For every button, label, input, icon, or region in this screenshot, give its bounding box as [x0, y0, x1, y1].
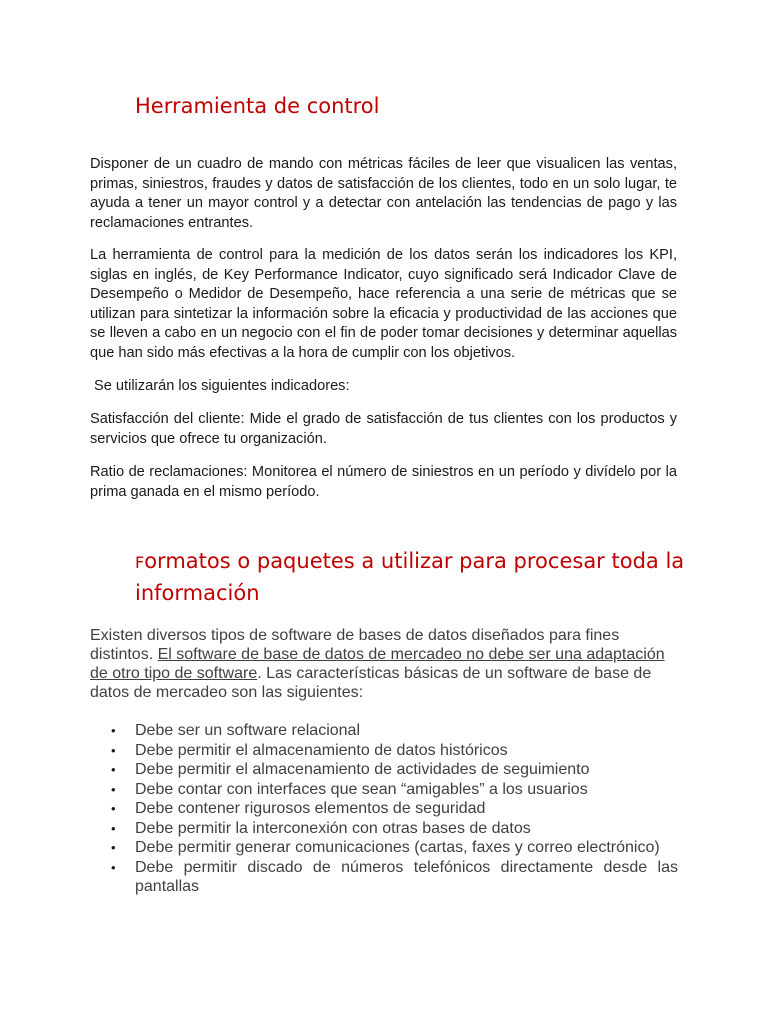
- paragraph-software-intro: [90, 626, 678, 702]
- paragraph-ratio-reclamaciones: Ratio de reclamaciones: Monitorea el número de siniestros en un período y divídelo por la prima ganada en el mismo período.: [90, 464, 677, 500]
- list-item-text: Debe permitir generar comunicaciones (cartas, faxes y correo electrónico): [135, 839, 660, 856]
- heading-rest: ormatos o paquetes a utilizar para procesar toda la información: [135, 549, 685, 605]
- intro-text-after-link: . Las características básicas de un software de base de datos de mercadeo son las siguientes:: [90, 665, 652, 701]
- paragraph-indicadores-intro: Se utilizarán los siguientes indicadores:: [94, 378, 350, 394]
- list-item: [90, 741, 678, 761]
- list-item: [90, 838, 678, 858]
- bullet-icon: •: [111, 859, 116, 875]
- intro-text-before-link: Existen diversos tipos de software de bases de datos diseñados para fines distintos.: [90, 627, 620, 663]
- list-item-text: Debe permitir el almacenamiento de actividades de seguimiento: [135, 761, 590, 778]
- list-item-text: Debe contar con interfaces que sean “amigables” a los usuarios: [135, 780, 588, 798]
- list-item: [90, 721, 678, 741]
- section-heading-herramienta: Herramienta de control: [135, 94, 380, 118]
- bullet-icon: •: [111, 801, 116, 816]
- bullet-icon: •: [111, 742, 116, 758]
- list-item-text: Debe ser un software relacional: [135, 722, 361, 739]
- section-heading-formatos: [135, 546, 695, 609]
- list-item: [90, 799, 678, 819]
- paragraph-satisfaccion: Satisfacción del cliente: Mide el grado de satisfacción de tus clientes con los productos y servicios que ofrece tu organización.: [90, 411, 677, 447]
- bullet-icon: •: [111, 820, 116, 836]
- list-item: [90, 858, 678, 897]
- list-item: [90, 780, 678, 800]
- list-item: [90, 760, 678, 780]
- list-item: [90, 819, 678, 839]
- software-link[interactable]: El software de base de datos de mercadeo no debe ser una adaptación de otro tipo de software: [90, 646, 665, 682]
- paragraph-kpi: La herramienta de control para la medición de los datos serán los indicadores los KPI, siglas en inglés, de Key Performance Indicator, cuyo significado será Indicador Clave de Desempeño o Medidor de Desempeño, hace referencia a una serie de métricas que se utilizan para sintetizar la información sobre la eficacia y productividad de las acciones que se lleven a cabo en un negocio con el fin de poder tomar decisiones y determinar aquellas que han sido más efectivas a la hora de cumplir con los objetivos.: [90, 247, 677, 361]
- bullet-icon: •: [111, 723, 116, 738]
- list-item-text: Debe permitir la interconexión con otras bases de datos: [135, 819, 531, 837]
- features-bullet-list: [90, 721, 678, 897]
- bullet-icon: •: [111, 840, 116, 855]
- list-item-text: Debe contener rigurosos elementos de seguridad: [135, 800, 486, 817]
- list-item-text: Debe permitir el almacenamiento de datos históricos: [135, 741, 508, 759]
- bullet-icon: •: [111, 762, 116, 777]
- heading-first-letter: F: [135, 553, 145, 572]
- bullet-icon: •: [111, 781, 116, 797]
- paragraph-cuadro-de-mando: Disponer de un cuadro de mando con métricas fáciles de leer que visualicen las ventas, primas, siniestros, fraudes y datos de satisfacción de los clientes, todo en un solo lugar, te ayuda a tener un mayor control y a detectar con antelación las tendencias de pago y las reclamaciones entrantes.: [90, 156, 677, 231]
- list-item-text: Debe permitir discado de números telefónicos directamente desde las pantallas: [135, 858, 678, 895]
